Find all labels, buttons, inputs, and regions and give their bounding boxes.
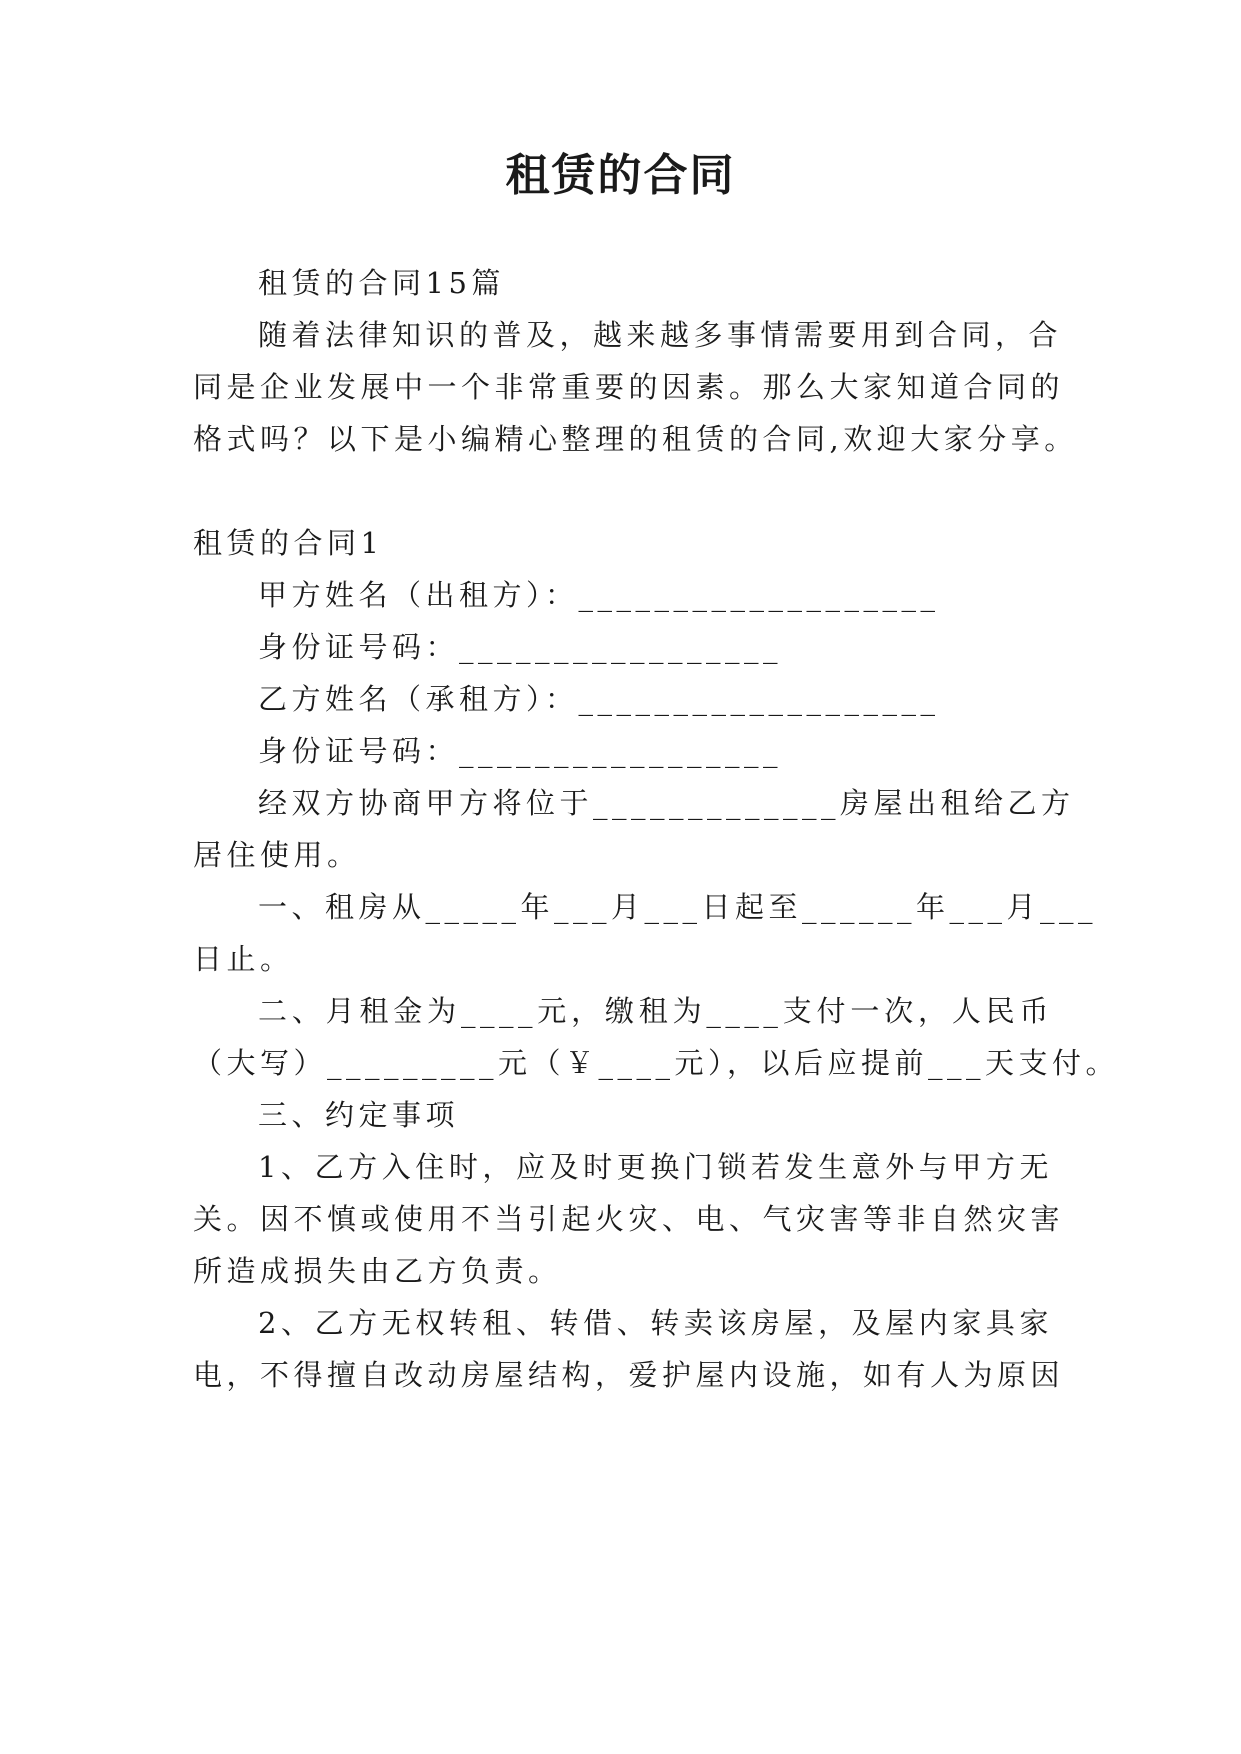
item-1-line-1: 1、乙方入住时，应及时更换门锁若发生意外与甲方无 xyxy=(258,1150,1053,1184)
tenant-name-field: 乙方姓名（承租方）：___________________ xyxy=(258,682,940,716)
item-2-line-2: 电，不得擅自改动房屋结构，爱护屋内设施，如有人为原因 xyxy=(193,1358,1065,1392)
item-1-line-3: 所造成损失由乙方负责。 xyxy=(193,1254,562,1288)
clause-3-heading: 三、约定事项 xyxy=(258,1098,460,1132)
subtitle: 租赁的合同15篇 xyxy=(258,266,505,300)
clause-2-line-1: 二、月租金为____元，缴租为____支付一次，人民币 xyxy=(258,994,1053,1028)
agreement-line-2: 居住使用。 xyxy=(193,838,361,872)
agreement-line-1: 经双方协商甲方将位于_____________房屋出租给乙方 xyxy=(258,786,1075,820)
document-title: 租赁的合同 xyxy=(505,150,736,201)
intro-line-3: 格式吗？以下是小编精心整理的租赁的合同,欢迎大家分享。 xyxy=(193,422,1078,456)
landlord-name-field: 甲方姓名（出租方）：___________________ xyxy=(258,578,940,612)
clause-1-line-1: 一、租房从_____年___月___日起至______年___月___ xyxy=(258,890,1098,924)
landlord-id-field: 身份证号码：_________________ xyxy=(258,630,783,664)
intro-line-1: 随着法律知识的普及，越来越多事情需要用到合同，合 xyxy=(258,318,1063,352)
tenant-id-field: 身份证号码：_________________ xyxy=(258,734,783,768)
clause-2-line-2: （大写）_________元（￥____元），以后应提前___天支付。 xyxy=(193,1046,1120,1080)
clause-1-line-2: 日止。 xyxy=(193,942,294,976)
item-2-line-1: 2、乙方无权转租、转借、转卖该房屋，及屋内家具家 xyxy=(258,1306,1053,1340)
section-heading: 租赁的合同1 xyxy=(193,526,384,560)
item-1-line-2: 关。因不慎或使用不当引起火灾、电、气灾害等非自然灾害 xyxy=(193,1202,1065,1236)
intro-line-2: 同是企业发展中一个非常重要的因素。那么大家知道合同的 xyxy=(193,370,1065,404)
